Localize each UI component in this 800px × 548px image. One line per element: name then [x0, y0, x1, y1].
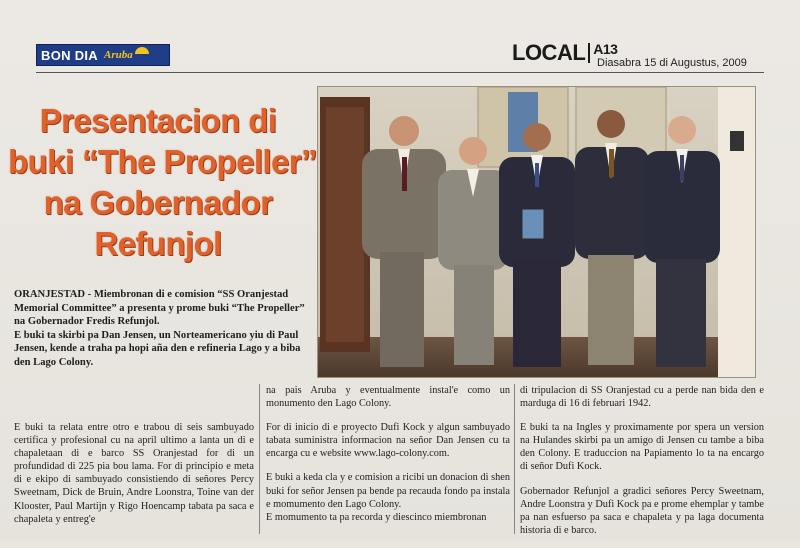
section-name: LOCAL	[512, 40, 586, 65]
newspaper-masthead-logo	[36, 44, 170, 66]
article-lead	[14, 288, 314, 370]
headline-line: Refunjol	[94, 225, 222, 262]
group-photo-illustration	[318, 87, 755, 377]
headline-line: na Gobernador	[43, 184, 273, 221]
column-rule	[514, 384, 515, 534]
masthead-sub: Aruba	[104, 49, 133, 61]
body-paragraph: Gobernador Refunjol a gradici señores Percy Sweetnam, Andre Loonstra y Dufi Kock pa e prome ehemplar y tambe pa nan esfuerso pa saca e chapaleta y pa laga documenta historia di e barco.	[520, 485, 764, 536]
sun-icon	[135, 47, 149, 54]
body-paragraph: E buki a keda cla y e comision a ricibi un donacion di shen buki for señor Jensen pa bende pa recauda fondo pa instala e momumento den Lago Colony.	[266, 472, 510, 510]
body-paragraph: For di inicio di e proyecto Dufi Kock y algun sambuyado tabata suministra informacion na señor Dan Jensen cu ta encarga cu e website www.lago-colony.com.	[266, 422, 510, 460]
lead-paragraph: E buki ta skirbi pa Dan Jensen, un Norteamericano yiu di Paul Jensen, kende a traha pa hopi aña den e refineria Lago y a biba den Lago Colony.	[14, 329, 301, 368]
lead-paragraph: ORANJESTAD - Miembronan di e comision “SS Oranjestad Memorial Committee” a presenta y prome buki “The Propeller” na Gobernador Fredis Refunjol.	[14, 289, 305, 328]
section-divider	[588, 43, 590, 63]
header-rule	[36, 72, 764, 73]
article-headline	[8, 100, 317, 264]
article-column-1	[14, 421, 254, 537]
article-photo	[317, 86, 756, 378]
column-rule	[259, 384, 260, 534]
page-number: A13	[593, 41, 618, 57]
body-paragraph: E buki ta na Ingles y proximamente por spera un version na Hulandes skirbi pa un amigo di Jensen cu tambe a biba den Colony. E traduccion na Papiamento lo ta na encargo di señor Dufi Kock.	[520, 422, 764, 473]
headline-line: Presentacion di	[39, 102, 277, 139]
article-column-3	[520, 384, 764, 548]
body-paragraph: E momumento ta pa recorda y diescinco miembronan	[266, 511, 487, 523]
headline-line: buki “The Propeller”	[8, 143, 317, 180]
issue-date: Diasabra 15 di Augustus, 2009	[597, 57, 747, 69]
body-paragraph: E buki ta relata entre otro e trabou di seis sambuyado certifica y profesional cu na april ultimo a lanta un di e chapaletaan di e barco SS Oranjestad for di un profundidad di 225 pia bou lama. For di principio e meta di e ekipo di sambuyado consistiendo di señores Percy Sweetnam, Dick de Bruin, Andre Loonstra, Toine van der Klooster, Paul Martijn y Rigo Hoencamp tabata pa saca e chapaleta y entreg'e	[14, 422, 254, 525]
masthead-brand: BON DIA	[41, 47, 98, 63]
body-paragraph: di tripulacion di SS Oranjestad cu a perde nan bida den e marduga di 16 di februari 1942.	[520, 385, 764, 410]
body-paragraph: na pais Aruba y eventualmente instal'e como un monumento den Lago Colony.	[266, 385, 510, 410]
article-column-2	[266, 384, 510, 535]
